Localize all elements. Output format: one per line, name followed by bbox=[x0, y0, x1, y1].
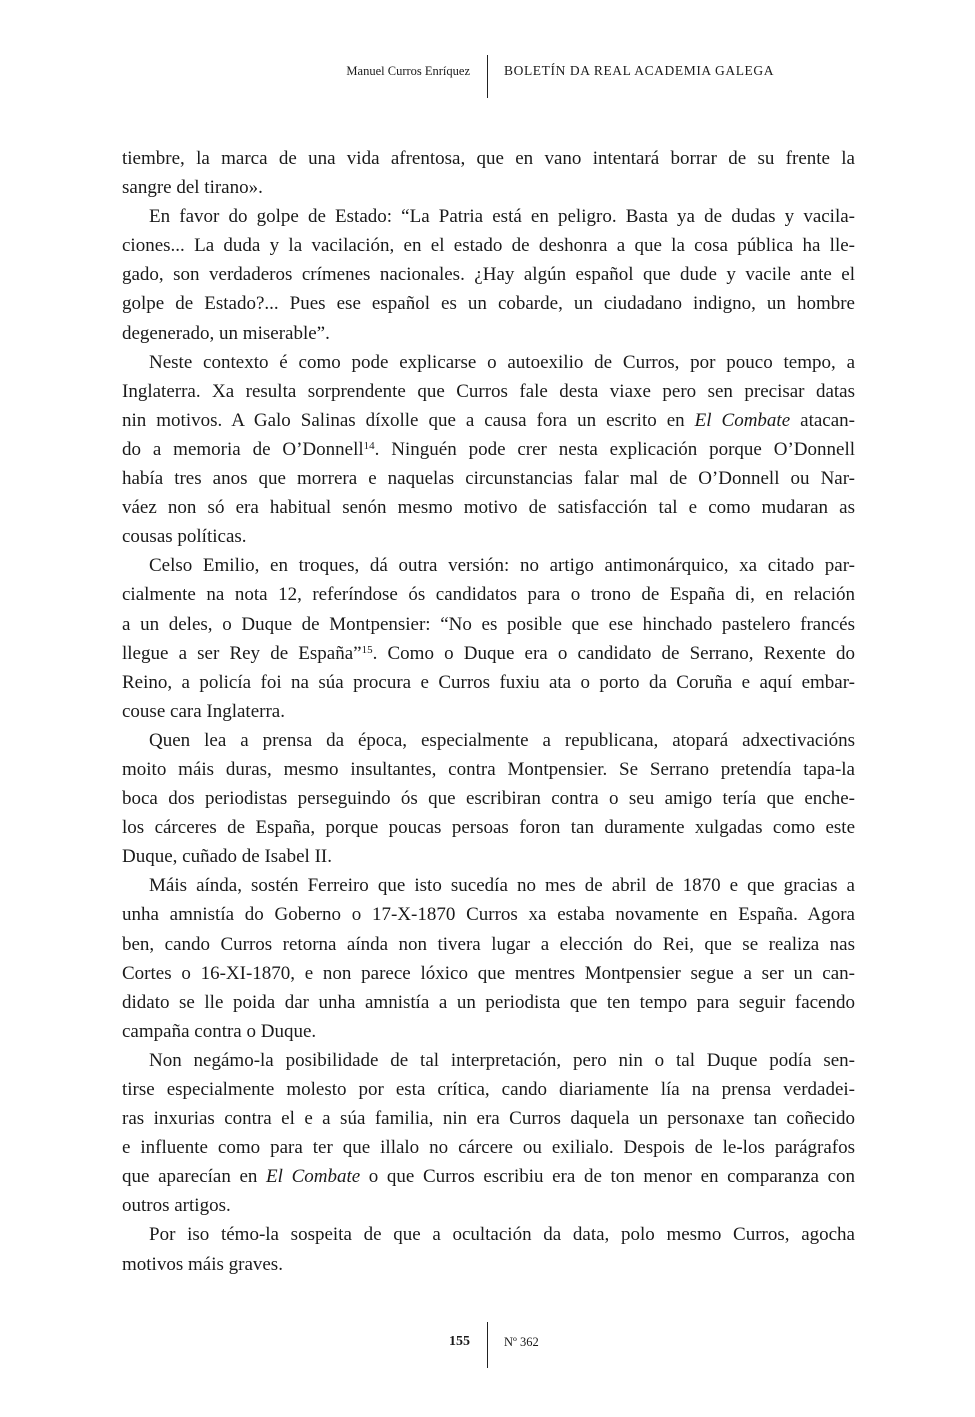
text-line bbox=[122, 522, 855, 551]
text-segment: . Ninguén pode crer nesta explicación porque O’Donnell bbox=[374, 438, 856, 460]
text-segment: había tres anos que morrera e naquelas circunstancias falar mal de O’Donnell ou Nar- bbox=[122, 468, 855, 490]
text-segment: boca dos periodistas perseguindo ós que escribiran contra o seu amigo tería que enche- bbox=[122, 788, 855, 810]
text-line bbox=[122, 231, 855, 260]
text-line bbox=[122, 144, 855, 173]
footnote-ref: 15 bbox=[361, 643, 373, 656]
text-segment: unha amnistía do Goberno o 17-X-1870 Curros xa estaba novamente en España. Agora bbox=[122, 904, 855, 926]
text-line bbox=[122, 1162, 855, 1191]
text-line bbox=[122, 726, 855, 755]
text-segment: Non negámo-la posibilidade de tal interpretación, pero nin o tal Duque podía sen- bbox=[149, 1049, 855, 1071]
text-segment: los cárceres de España, porque poucas persoas foron tan duramente xulgadas como este bbox=[122, 817, 855, 839]
text-line bbox=[122, 755, 855, 784]
text-segment: o que Curros escribiu era de ton menor en comparanza con bbox=[360, 1166, 855, 1188]
text-segment: ras inxurias contra el e a súa familia, nin era Curros daquela un personaxe tan coñecido bbox=[122, 1108, 855, 1130]
text-line bbox=[122, 580, 855, 609]
text-segment: a un deles, o Duque de Montpensier: “No es posible que ese hinchado pastelero francés bbox=[122, 613, 855, 635]
text-line bbox=[122, 435, 855, 464]
header-journal-title: BOLETÍN DA REAL ACADEMIA GALEGA bbox=[504, 63, 775, 78]
text-segment: ciones... La duda y la vacilación, en el estado de deshonra a que la cosa pública ha lle- bbox=[122, 235, 855, 257]
paragraph bbox=[122, 1220, 855, 1278]
text-line bbox=[122, 319, 855, 348]
paragraph bbox=[122, 1046, 855, 1221]
text-segment: . Como o Duque era o candidato de Serrano, Rexente do bbox=[372, 642, 855, 664]
text-segment: Cortes o 16-XI-1870, e non parece lóxico que mentres Montpensier segue a ser un can- bbox=[122, 962, 855, 984]
issue-number: Nº 362 bbox=[504, 1335, 539, 1349]
text-line bbox=[122, 1220, 855, 1249]
italic-title: El Combate bbox=[266, 1166, 361, 1188]
text-line bbox=[122, 173, 855, 202]
text-line bbox=[122, 260, 855, 289]
text-segment: motivos máis graves. bbox=[122, 1253, 283, 1275]
paragraph bbox=[122, 551, 855, 726]
text-segment: nin motivos. A Galo Salinas díxolle que a causa fora un escrito en bbox=[122, 409, 695, 431]
text-segment: Reino, a policía foi na súa procura e Curros fuxiu ata o porto da Coruña e aquí embar- bbox=[122, 671, 855, 693]
text-line bbox=[122, 900, 855, 929]
text-segment: Quen lea a prensa da época, especialmente a republicana, atopará adxectivacións bbox=[149, 729, 855, 751]
text-line bbox=[122, 668, 855, 697]
header-author: Manuel Curros Enríquez bbox=[346, 64, 470, 78]
text-line bbox=[122, 1133, 855, 1162]
text-segment: golpe de Estado?... Pues ese español es un cobarde, un ciudadano indigno, un hombre bbox=[122, 293, 855, 315]
text-line bbox=[122, 464, 855, 493]
text-segment: En favor do golpe de Estado: “La Patria está en peligro. Basta ya de dudas y vacila- bbox=[149, 206, 855, 228]
paragraph bbox=[122, 348, 855, 552]
text-line bbox=[122, 1075, 855, 1104]
text-segment: cialmente na nota 12, referíndose ós candidatos para o trono de España di, en relación bbox=[122, 584, 855, 606]
text-segment: váez non só era habitual senón mesmo motivo de satisfacción tal e como mudaran as bbox=[122, 497, 855, 519]
text-segment: Máis aínda, sostén Ferreiro que isto sucedía no mes de abril de 1870 e que gracias a bbox=[149, 875, 855, 897]
text-line bbox=[122, 1250, 855, 1279]
text-line bbox=[122, 377, 855, 406]
text-line bbox=[122, 1104, 855, 1133]
text-segment: e influente como para ter que illalo no cárcere ou exilialo. Despois de le-los parágrafos bbox=[122, 1137, 855, 1159]
text-line bbox=[122, 813, 855, 842]
text-segment: Duque, cuñado de Isabel II. bbox=[122, 846, 332, 868]
text-segment: Celso Emilio, en troques, dá outra versión: no artigo antimonárquico, xa citado par- bbox=[149, 555, 855, 577]
text-segment: que aparecían en bbox=[122, 1166, 267, 1188]
text-segment: campaña contra o Duque. bbox=[122, 1020, 317, 1042]
text-line bbox=[122, 988, 855, 1017]
text-line bbox=[122, 1191, 855, 1220]
text-line bbox=[122, 1017, 855, 1046]
text-segment: llegue a ser Rey de España” bbox=[122, 642, 362, 664]
text-segment: gado, son verdaderos crímenes nacionales. ¿Hay algún español que dude y vacile ante el bbox=[122, 264, 855, 286]
header-divider bbox=[487, 55, 488, 98]
text-segment: couse cara Inglaterra. bbox=[122, 700, 285, 722]
text-segment: cousas políticas. bbox=[122, 526, 247, 548]
text-line bbox=[122, 493, 855, 522]
text-line bbox=[122, 930, 855, 959]
text-line bbox=[122, 871, 855, 900]
text-segment: tirse especialmente molesto por esta crítica, cando diariamente lía na prensa verdadei- bbox=[122, 1079, 855, 1100]
text-segment: do a memoria de O’Donnell bbox=[122, 438, 364, 460]
footer-divider bbox=[487, 1322, 488, 1368]
footnote-ref: 14 bbox=[363, 439, 375, 452]
paragraph bbox=[122, 144, 855, 202]
paragraph bbox=[122, 871, 855, 1046]
paragraph bbox=[122, 726, 855, 871]
text-line bbox=[122, 551, 855, 580]
text-line bbox=[122, 842, 855, 871]
text-segment: Neste contexto é como pode explicarse o autoexilio de Curros, por pouco tempo, a bbox=[149, 351, 855, 373]
page-number: 155 bbox=[449, 1334, 470, 1349]
text-line bbox=[122, 202, 855, 231]
text-segment: tiembre, la marca de una vida afrentosa, que en vano intentará borrar de su frente la bbox=[122, 148, 855, 169]
text-segment: ben, cando Curros retorna aínda non tivera lugar a elección do Rei, que se realiza nas bbox=[122, 933, 855, 955]
text-segment: moito máis duras, mesmo insultantes, contra Montpensier. Se Serrano pretendía tapa-la bbox=[122, 758, 855, 780]
text-segment: didato se lle poida dar unha amnistía a un periodista que ten tempo para seguir facendo bbox=[122, 991, 855, 1013]
italic-title: El Combate bbox=[694, 409, 791, 431]
text-segment: degenerado, un miserable”. bbox=[122, 322, 330, 344]
text-line bbox=[122, 959, 855, 988]
text-segment: Por iso témo-la sospeita de que a ocultación da data, polo mesmo Curros, agocha bbox=[149, 1224, 855, 1246]
text-line bbox=[122, 639, 855, 668]
text-segment: outros artigos. bbox=[122, 1195, 231, 1217]
article-body bbox=[122, 144, 855, 1279]
text-line bbox=[122, 289, 855, 318]
paragraph bbox=[122, 202, 855, 347]
text-segment: atacan- bbox=[790, 409, 855, 431]
text-line bbox=[122, 348, 855, 377]
text-line bbox=[122, 784, 855, 813]
text-line bbox=[122, 406, 855, 435]
text-line bbox=[122, 610, 855, 639]
text-line bbox=[122, 1046, 855, 1075]
text-line bbox=[122, 697, 855, 726]
text-segment: sangre del tirano». bbox=[122, 177, 263, 199]
text-segment: Inglaterra. Xa resulta sorprendente que Curros fale desta viaxe pero sen precisar datas bbox=[122, 380, 855, 402]
